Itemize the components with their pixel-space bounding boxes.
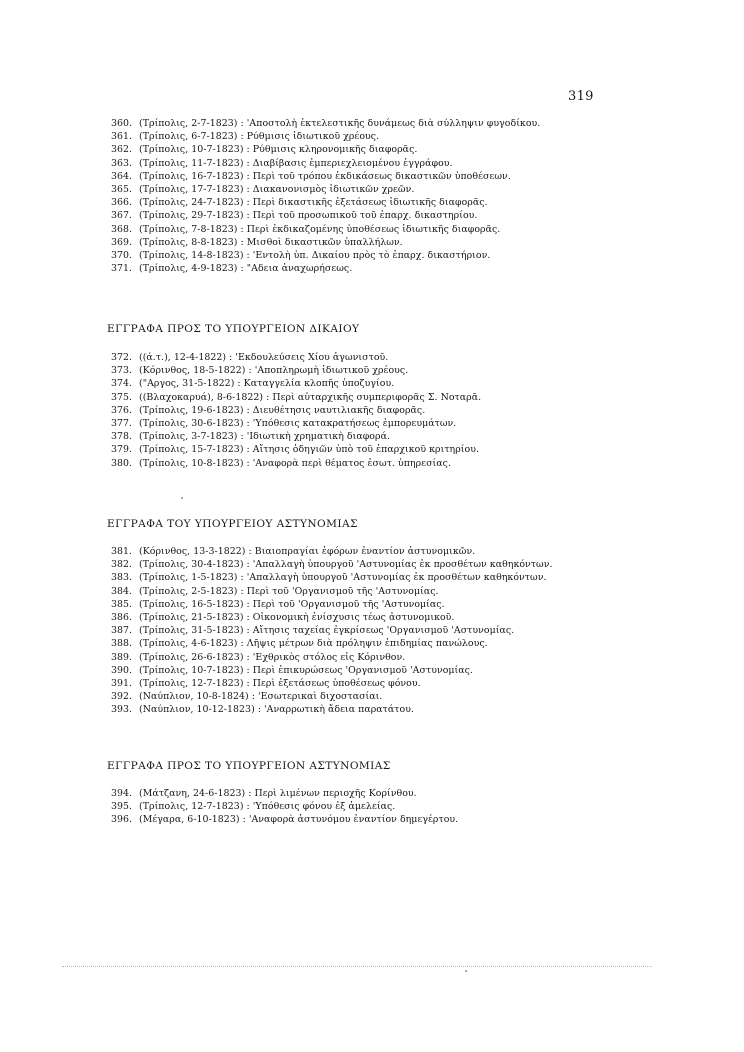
entry-list [111,351,481,470]
entry-text: (Τρίπολις, 14-8-1823) : 'Εντολὴ ὑπ. Δικαίου πρὸς τὸ ἐπαρχ. δικαστήριον. [139,249,491,261]
page-number: 319 [568,89,594,104]
entry-text: (Τρίπολις, 16-7-1823) : Περὶ τοῦ τρόπου ἐκδικάσεως δικαστικῶν ὑποθέσεων. [139,170,511,182]
list-item [111,236,540,249]
list-item [111,611,553,624]
list-item [111,170,540,183]
list-item [111,545,553,558]
entry-text: (Κόρινθος, 18-5-1822) : 'Αποπληρωμὴ ἰδιωτικοῦ χρέους. [139,365,409,377]
entry-number: 384. [111,585,133,597]
entry-number: 360. [111,118,133,129]
list-item [111,157,540,170]
section-heading-ministry-police-from: ΕΓΓΡΑΦΑ ΤΟΥ ΥΠΟΥΡΓΕΙΟΥ ΑΣΤΥΝΟΜΙΑΣ [107,518,358,530]
list-item [111,377,481,390]
list-item [111,430,481,443]
entry-text: (Τρίπολις, 12-7-1823) : 'Υπόθεσις φόνου ἐξ ἀμελείας. [139,801,396,813]
list-item [111,690,553,703]
list-item [111,404,481,417]
entry-text: (Τρίπολις, 3-7-1823) : 'Ιδιωτικὴ χρηματικὴ διαφορά. [139,431,390,443]
list-item [111,624,553,637]
list-item [111,196,540,209]
entry-number: 383. [111,572,133,584]
entry-text: ("Αργος, 31-5-1822) : Καταγγελία κλοπῆς ὑποζυγίου. [139,378,395,390]
entry-text: (Τρίπολις, 16-5-1823) : Περὶ τοῦ 'Οργανισμοῦ τῆς 'Αστυνομίας. [139,598,445,610]
entry-number: 368. [111,223,133,235]
list-item [111,143,540,156]
entry-text: (Τρίπολις, 1-5-1823) : 'Απαλλαγὴ ὑπουργοῦ 'Αστυνομίας ἐκ προσθέτων καθηκόντων. [139,572,547,584]
list-item [111,664,553,677]
list-item [111,351,481,364]
list-item [111,813,458,826]
entry-number: 364. [111,170,133,182]
list-item [111,637,553,650]
entry-number: 396. [111,814,133,826]
list-item [111,703,553,716]
entry-number: 382. [111,559,133,571]
list-item [111,787,458,800]
list-item [111,117,540,130]
entry-number: 394. [111,788,133,799]
list-item [111,800,458,813]
entry-number: 372. [111,352,133,363]
scan-speck [181,497,183,499]
entry-text: ((Βλαχοκαρυά), 8-6-1822) : Περὶ αὐταρχικῆς συμπεριφορᾶς Σ. Νοταρᾶ. [139,391,482,403]
entry-number: 391. [111,677,133,689]
entry-text: (Τρίπολις, 7-8-1823) : Περὶ ἐκδικαζομένης ὑποθέσεως ἰδιωτικῆς διαφορᾶς. [139,223,501,235]
entry-number: 361. [111,131,133,143]
entry-text: (Τρίπολις, 21-5-1823) : Οἰκονομικὴ ἐνίσχυσις τέως ἀστυνομικοῦ. [139,611,455,623]
entry-list [111,787,458,827]
entry-number: 380. [111,457,133,469]
entry-text: (Τρίπολις, 11-7-1823) : Διαβίβασις ἐμπεριεχλειομένου ἐγγράφου. [139,157,453,169]
entry-number: 369. [111,236,133,248]
entry-text: (Μάτζανη, 24-6-1823) : Περὶ λιμένων περιοχῆς Κορίνθου. [139,788,417,799]
scan-speck [465,970,467,972]
entry-text: (Τρίπολις, 8-8-1823) : Μισθοὶ δικαστικῶν ὑπαλλήλων. [139,236,403,248]
entry-number: 376. [111,404,133,416]
entry-number: 389. [111,651,133,663]
list-item [111,443,481,456]
list-item [111,598,553,611]
list-item [111,457,481,470]
entry-number: 390. [111,664,133,676]
section-heading-ministry-police-to: ΕΓΓΡΑΦΑ ΠΡΟΣ ΤΟ ΥΠΟΥΡΓΕΙΟΝ ΑΣΤΥΝΟΜΙΑΣ [107,760,391,772]
entry-text: (Ναύπλιον, 10-8-1824) : 'Εσωτερικαὶ διχοστασίαι. [139,691,383,703]
entry-list [111,117,540,275]
entry-text: (Τρίπολις, 29-7-1823) : Περὶ τοῦ προσωπικοῦ τοῦ ἐπαρχ. δικαστηρίου. [139,210,478,222]
entry-number: 378. [111,431,133,443]
entry-text: (Τρίπολις, 4-6-1823) : Λῆψις μέτρων διὰ πρόληψιν ἐπιδημίας πανώλους. [139,638,488,650]
list-item [111,183,540,196]
entry-text: (Ναύπλιον, 10-12-1823) : 'Αναρρωτικὴ ἄδεια παρατάτου. [139,704,414,716]
list-item [111,677,553,690]
entry-text: (Κόρινθος, 13-3-1822) : Βιαιοπραγίαι ἐφόρων ἐναντίον ἀστυνομικῶν. [139,546,476,557]
entry-number: 374. [111,378,133,390]
entry-number: 387. [111,625,133,637]
list-item [111,571,553,584]
entry-number: 362. [111,144,133,156]
list-item [111,391,481,404]
entry-text: (Τρίπολις, 15-7-1823) : Αἴτησις ὁδηγιῶν ὑπὸ τοῦ ἐπαρχικοῦ κριτηρίου. [139,444,479,456]
list-item [111,585,553,598]
entry-number: 385. [111,598,133,610]
entry-number: 395. [111,801,133,813]
entry-number: 363. [111,157,133,169]
entry-text: ((ά.τ.), 12-4-1822) : 'Εκδουλεύσεις Χίου ἀγωνιστοῦ. [139,352,389,363]
entry-text: (Τρίπολις, 2-5-1823) : Περὶ τοῦ 'Οργανισμοῦ τῆς 'Αστυνομίας. [139,585,439,597]
entry-list [111,545,553,716]
section-heading-ministry-justice-to: ΕΓΓΡΑΦΑ ΠΡΟΣ ΤΟ ΥΠΟΥΡΓΕΙΟΝ ΔΙΚΑΙΟΥ [107,323,360,335]
entry-text: (Τρίπολις, 10-7-1823) : Περὶ ἐπικυρώσεως 'Οργανισμοῦ 'Αστυνομίας. [139,664,473,676]
entry-number: 370. [111,249,133,261]
entry-text: (Τρίπολις, 4-9-1823) : "Αδεια ἀναχωρήσεως. [139,263,353,275]
entry-number: 379. [111,444,133,456]
entry-number: 366. [111,197,133,209]
entry-number: 381. [111,546,133,557]
entry-number: 393. [111,704,133,716]
entry-number: 375. [111,391,133,403]
entry-number: 377. [111,417,133,429]
list-item [111,130,540,143]
list-item [111,558,553,571]
entry-text: (Τρίπολις, 2-7-1823) : 'Αποστολὴ ἐκτελεστικῆς δυνάμεως διὰ σύλληψιν φυγοδίκου. [139,118,541,129]
entry-text: (Τρίπολις, 10-7-1823) : Ρύθμισις κληρονομικῆς διαφορᾶς. [139,144,418,156]
entry-text: (Τρίπολις, 24-7-1823) : Περὶ δικαστικῆς ἐξετάσεως ἰδιωτικῆς διαφορᾶς. [139,197,488,209]
entry-number: 365. [111,183,133,195]
entry-number: 371. [111,263,133,275]
entry-number: 392. [111,691,133,703]
list-item [111,223,540,236]
list-item [111,364,481,377]
entry-number: 388. [111,638,133,650]
entry-text: (Τρίπολις, 31-5-1823) : Αἴτησις ταχείας ἐγκρίσεως 'Οργανισμοῦ 'Αστυνομίας. [139,625,515,637]
entry-number: 367. [111,210,133,222]
entry-number: 386. [111,611,133,623]
entry-text: (Τρίπολις, 30-6-1823) : 'Υπόθεσις κατακρατήσεως ἐμπορευμάτων. [139,417,457,429]
entry-number: 373. [111,365,133,377]
list-item [111,651,553,664]
entry-text: (Μέγαρα, 6-10-1823) : 'Αναφορὰ ἀστυνόμου ἐναντίον δημεγέρτου. [139,814,459,826]
entry-text: (Τρίπολις, 19-6-1823) : Διευθέτησις ναυτιλιακῆς διαφορᾶς. [139,404,426,416]
entry-text: (Τρίπολις, 30-4-1823) : 'Απαλλαγὴ ὑπουργοῦ 'Αστυνομίας ἐκ προσθέτων καθηκόντων. [139,559,553,571]
entry-text: (Τρίπολις, 6-7-1823) : Ρύθμισις ἰδιωτικοῦ χρέους. [139,131,380,143]
entry-text: (Τρίπολις, 26-6-1823) : 'Εχθρικὸς στόλος εἰς Κόρινθον. [139,651,406,663]
list-item [111,249,540,262]
scan-edge-noise [62,966,652,969]
list-item [111,209,540,222]
list-item [111,262,540,275]
entry-text: (Τρίπολις, 17-7-1823) : Διακανονισμὸς ἰδιωτικῶν χρεῶν. [139,183,415,195]
entry-text: (Τρίπολις, 10-8-1823) : 'Αναφορὰ περὶ θέματος ἐσωτ. ὑπηρεσίας. [139,457,451,469]
list-item [111,417,481,430]
entry-text: (Τρίπολις, 12-7-1823) : Περὶ ἐξετάσεως ὑποθέσεως φόνου. [139,677,421,689]
